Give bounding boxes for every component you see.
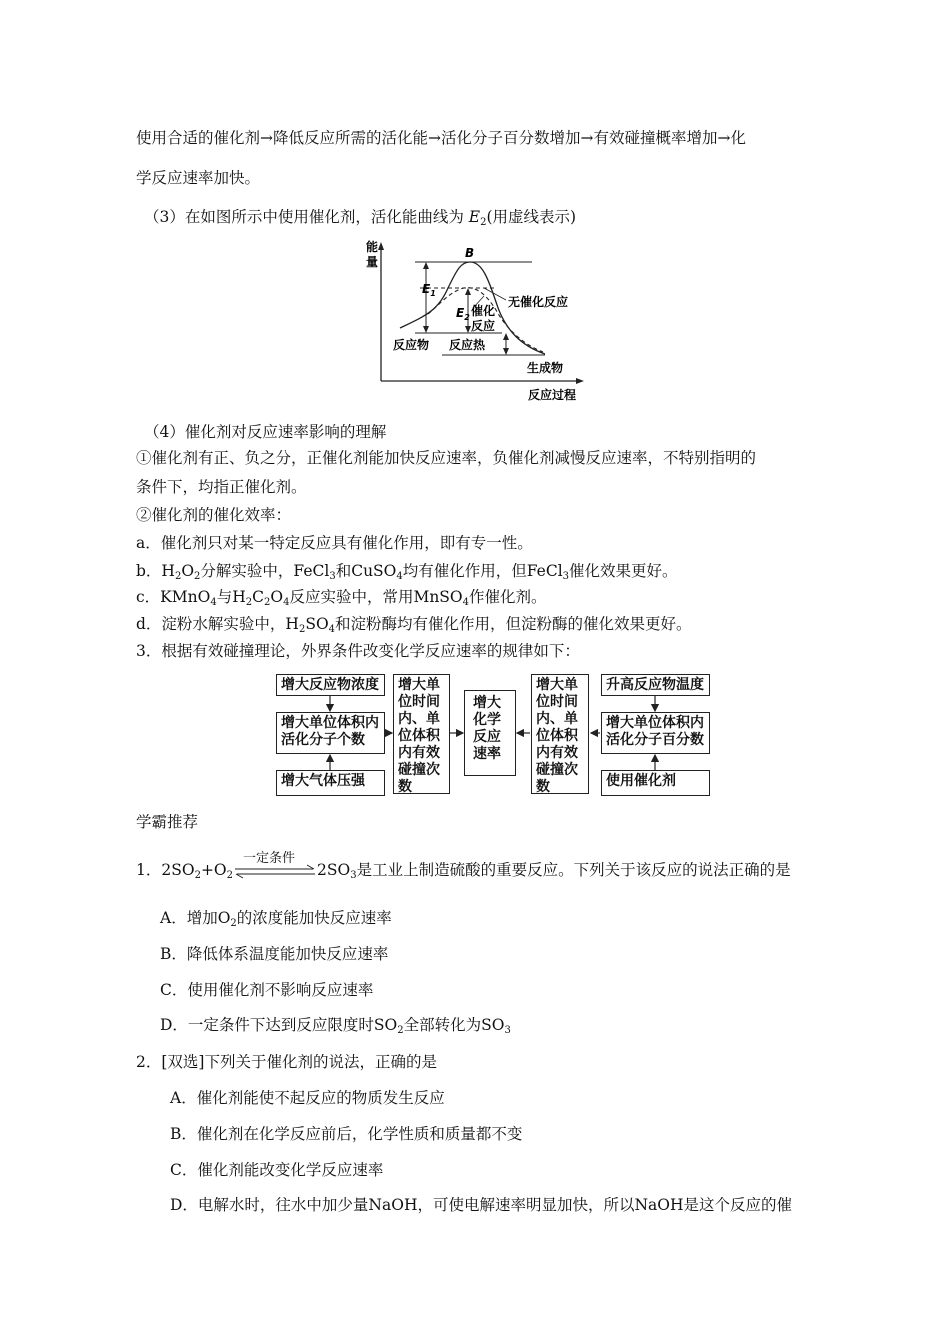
q1-option-b: B．降低体系温度能加快反应速率 xyxy=(160,945,389,963)
y-axis-label-2: 量 xyxy=(366,255,379,269)
uncatalyzed-label: 无催化反应 xyxy=(508,295,569,309)
box-raise-temperature: 升高反应物温度 xyxy=(601,674,710,696)
q2-option-c: C．催化剂能改变化学反应速率 xyxy=(170,1161,384,1179)
point-1-line-2: 条件下，均指正催化剂。 xyxy=(136,478,307,496)
point-c-s2: 2 xyxy=(245,597,253,608)
point-c-s5: 4 xyxy=(462,597,470,608)
e1-label-main: E xyxy=(422,282,431,296)
q2-option-b: B．催化剂在化学反应前后，化学性质和质量都不变 xyxy=(170,1125,523,1143)
point-c-s3: 2 xyxy=(263,597,271,608)
point-b-t1: b．H xyxy=(136,562,175,580)
point-c-t4: O xyxy=(270,588,284,606)
y-axis-label-1: 能 xyxy=(366,240,379,254)
q1-num: 1．2SO xyxy=(136,861,195,879)
point-b-s2: 2 xyxy=(194,571,201,582)
q1-plus: +O xyxy=(200,861,227,879)
q1-option-d-pre: D．一定条件下达到反应限度时SO xyxy=(160,1016,398,1034)
box-increase-activated-percent: 增大单位体积内活化分子百分数 xyxy=(601,712,710,754)
point-d-s1: 2 xyxy=(298,624,306,635)
q2-option-d: D．电解水时，往水中加少量NaOH，可使电解速率明显加快，所以NaOH是这个反应的催 xyxy=(170,1196,792,1214)
point-c-t1: c．KMnO xyxy=(136,588,211,606)
mechanism-line-2: 学反应速率加快。 xyxy=(136,169,261,187)
item-3-rule: 3．根据有效碰撞理论，外界条件改变化学反应速率的规律如下： xyxy=(136,642,580,660)
item-3-e: E xyxy=(468,208,481,226)
point-d-t3: 和淀粉酶均有催化作用，但淀粉酶的催化效果更好。 xyxy=(335,615,692,633)
q1-sub3: 3 xyxy=(350,870,357,881)
q1-stem xyxy=(136,851,791,881)
point-c-t6: 作催化剂。 xyxy=(469,588,547,606)
point-b-t4: 和CuSO xyxy=(335,562,397,580)
products-label: 生成物 xyxy=(527,361,564,375)
catalyzed-label-2: 反应 xyxy=(471,319,496,333)
item-3-text: （3）在如图所示中使用催化剂，活化能曲线为 xyxy=(144,208,469,226)
box-increase-pressure: 增大气体压强 xyxy=(276,770,385,796)
box-right-effective-collisions: 增大单位时间内、单位体积内有效碰撞次数 xyxy=(531,674,589,794)
reversible-arrow-icon xyxy=(233,861,317,881)
point-b-t5: 均有催化作用，但FeCl xyxy=(402,562,563,580)
q1-option-d-sub1: 2 xyxy=(397,1025,404,1036)
q1-option-a-sub: 2 xyxy=(230,918,237,929)
q1-sub1: 2 xyxy=(194,870,201,881)
box-left-effective-collisions: 增大单位时间内、单位体积内有效碰撞次数 xyxy=(393,674,450,794)
box-increase-activated-count: 增大单位体积内活化分子个数 xyxy=(276,712,385,754)
x-axis-label: 反应过程 xyxy=(528,388,577,402)
q1-option-a xyxy=(160,908,392,928)
point-c-s4: 4 xyxy=(283,597,290,608)
item-4-title: （4）催化剂对反应速率影响的理解 xyxy=(144,423,387,441)
point-b-s5: 3 xyxy=(562,571,570,582)
point-b-s1: 2 xyxy=(174,571,182,582)
reactants-label: 反应物 xyxy=(393,338,430,352)
e2-label-sub: 2 xyxy=(464,313,470,322)
item-3-tail: (用虚线表示) xyxy=(486,208,577,226)
point-a: a．催化剂只对某一特定反应具有催化作用，即有专一性。 xyxy=(136,534,533,552)
q1-reaction-arrow xyxy=(233,851,317,881)
point-b-t6: 催化效果更好。 xyxy=(569,562,678,580)
peak-label: B xyxy=(465,246,475,260)
catalyzed-label-1: 催化 xyxy=(471,304,496,318)
e2-label-main: E xyxy=(456,306,465,320)
point-c-t5: 反应实验中，常用MnSO xyxy=(289,588,463,606)
q1-option-a-pre: A．增加O xyxy=(160,909,231,927)
point-b-t3: 分解实验中，FeCl xyxy=(200,562,330,580)
q1-rest: 是工业上制造硫酸的重要反应。下列关于该反应的说法正确的是 xyxy=(356,861,791,879)
point-1-line-1: ①催化剂有正、负之分，正催化剂能加快反应速率，负催化剂减慢反应速率，不特别指明的 xyxy=(136,449,757,467)
e1-label-sub: 1 xyxy=(430,289,436,298)
q1-option-d xyxy=(160,1015,511,1035)
q2-option-a: A．催化剂能使不起反应的物质发生反应 xyxy=(170,1089,445,1107)
point-c-t3: C xyxy=(252,588,264,606)
box-increase-concentration: 增大反应物浓度 xyxy=(276,674,385,696)
point-d-t1: d．淀粉水解实验中，H xyxy=(136,615,299,633)
q1-option-a-post: 的浓度能加快反应速率 xyxy=(236,909,392,927)
q1-option-d-mid: 全部转化为SO xyxy=(403,1016,505,1034)
q1-condition: 一定条件 xyxy=(243,851,296,866)
point-d-s2: 4 xyxy=(328,624,336,635)
item-3-sub: 2 xyxy=(480,217,487,228)
q2-stem: 2．[双选]下列关于催化剂的说法，正确的是 xyxy=(136,1053,437,1071)
point-b-s4: 4 xyxy=(396,571,403,582)
box-increase-reaction-rate: 增大化学反应速率 xyxy=(464,690,516,776)
q1-option-d-sub2: 3 xyxy=(504,1025,511,1036)
q1-option-c: C．使用催化剂不影响反应速率 xyxy=(160,981,374,999)
q1-sub2: 2 xyxy=(226,870,234,881)
point-c-t2: 与H xyxy=(216,588,246,606)
q1-product: 2SO xyxy=(317,861,351,879)
section-title: 学霸推荐 xyxy=(136,813,199,831)
box-use-catalyst: 使用催化剂 xyxy=(601,770,710,796)
point-d-t2: SO xyxy=(305,615,329,633)
point-c-s1: 4 xyxy=(210,597,217,608)
mechanism-line-1: 使用合适的催化剂→降低反应所需的活化能→活化分子百分数增加→有效碰撞概率增加→化 xyxy=(136,129,746,147)
heat-label: 反应热 xyxy=(449,338,486,352)
point-2-title: ②催化剂的催化效率： xyxy=(136,506,292,524)
point-b-t2: O xyxy=(181,562,195,580)
point-b-s3: 3 xyxy=(329,571,336,582)
